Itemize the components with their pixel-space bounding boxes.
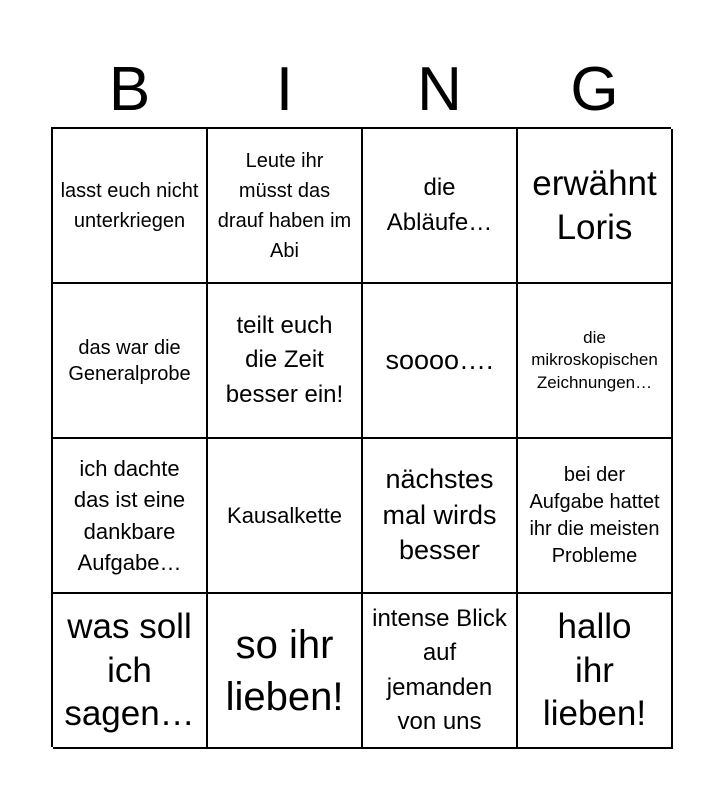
cell-text: das war die Generalprobe bbox=[68, 336, 191, 385]
cell-text: die mikroskopischen Zeichnungen… bbox=[531, 328, 658, 392]
bingo-cell[interactable] bbox=[208, 284, 363, 439]
bingo-cell[interactable] bbox=[208, 594, 363, 749]
cell-text: hallo ihr lieben! bbox=[542, 606, 647, 734]
cell-text: bei der Aufgabe hattet ihr die meisten Probleme bbox=[529, 463, 660, 567]
header-letter-i: I bbox=[275, 55, 294, 124]
cell-text: intense Blick auf jemanden von uns bbox=[372, 605, 507, 735]
bingo-cell[interactable] bbox=[208, 439, 363, 594]
cell-text: lasst euch nicht unterkriegen bbox=[60, 179, 199, 232]
bingo-cell[interactable] bbox=[518, 594, 673, 749]
cell-text: erwähnt Loris bbox=[532, 163, 657, 247]
bingo-cell[interactable] bbox=[363, 284, 518, 439]
cell-text: was soll ich sagen… bbox=[64, 606, 195, 734]
cell-text: Kausalkette bbox=[227, 502, 342, 528]
cell-text: die Abläufe… bbox=[386, 174, 493, 236]
bingo-board bbox=[51, 127, 671, 747]
bingo-cell[interactable] bbox=[53, 439, 208, 594]
bingo-cell[interactable] bbox=[208, 129, 363, 284]
cell-text: teilt euch die Zeit besser ein! bbox=[225, 312, 344, 408]
cell-text: Leute ihr müsst das drauf haben im Abi bbox=[217, 149, 352, 262]
cell-text: nächstes mal wirds besser bbox=[382, 464, 497, 566]
cell-text: so ihr lieben! bbox=[225, 622, 344, 719]
bingo-header bbox=[52, 52, 672, 128]
cell-text: soooo…. bbox=[385, 344, 494, 375]
bingo-cell[interactable] bbox=[363, 129, 518, 284]
bingo-cell[interactable] bbox=[363, 594, 518, 749]
bingo-cell[interactable] bbox=[518, 439, 673, 594]
header-letter-g: G bbox=[570, 55, 619, 124]
bingo-cell[interactable] bbox=[363, 439, 518, 594]
bingo-cell[interactable] bbox=[53, 594, 208, 749]
bingo-cell[interactable] bbox=[518, 129, 673, 284]
header-letter-n: N bbox=[417, 55, 462, 124]
bingo-cell[interactable] bbox=[53, 129, 208, 284]
bingo-cell[interactable] bbox=[518, 284, 673, 439]
cell-text: ich dachte das ist eine dankbare Aufgabe… bbox=[73, 456, 186, 575]
header-letter-b: B bbox=[108, 55, 151, 124]
bingo-cell[interactable] bbox=[53, 284, 208, 439]
